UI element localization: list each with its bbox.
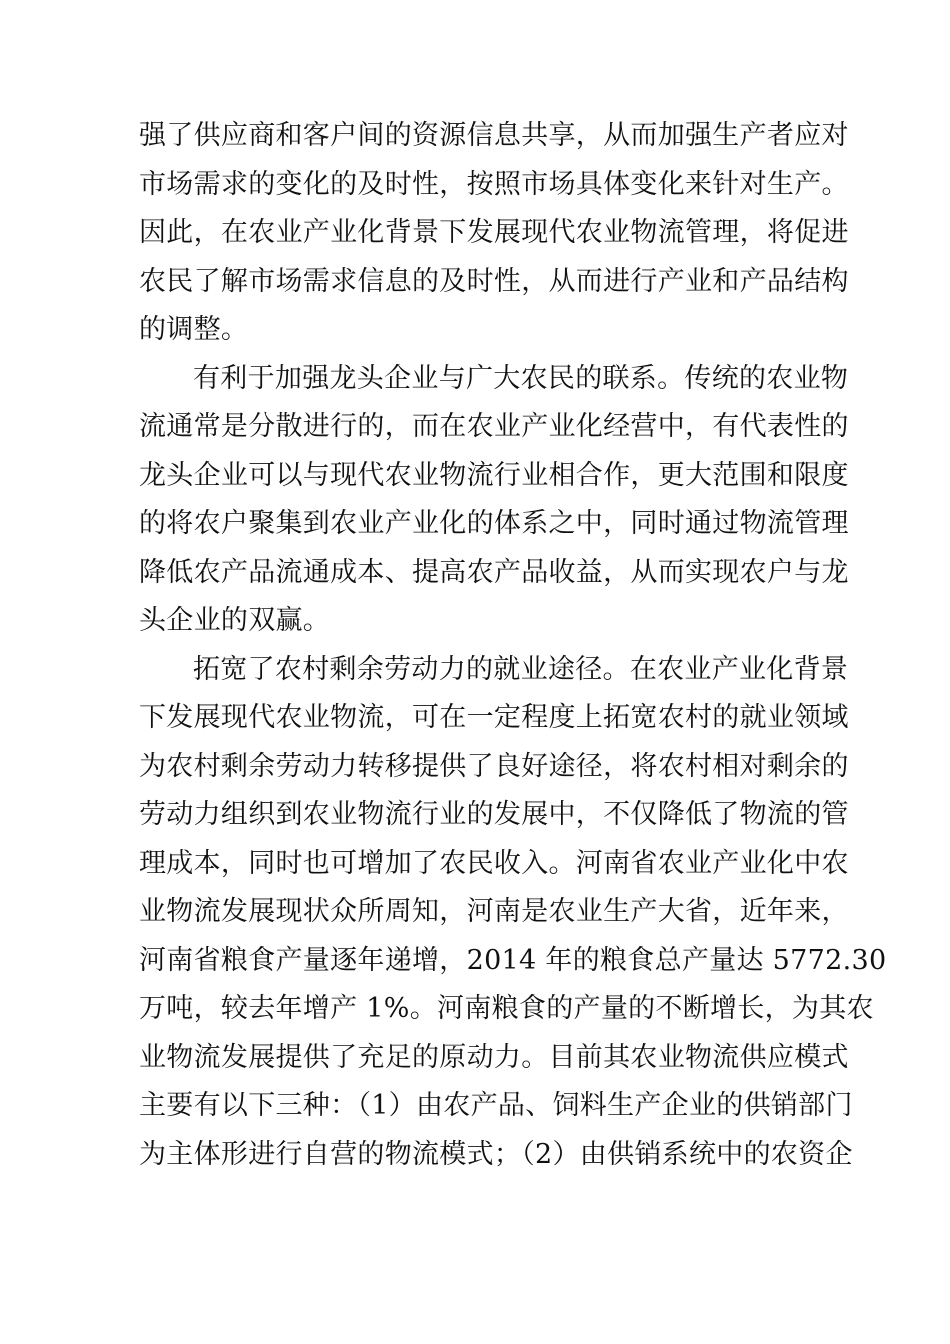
text-line-3: 因此，在农业产业化背景下发展现代农业物流管理，将促进 (139, 217, 849, 248)
text-line-11: 头企业的双赢。 (139, 605, 331, 636)
text-line-21: 主要有以下三种：（1）由农产品、饲料生产企业的供销部门 (139, 1090, 853, 1121)
text-line-5: 的调整。 (139, 314, 249, 345)
text-line-18: 河南省粮食产量逐年递增，2014 年的粮食总产量达 5772.30 (139, 944, 887, 976)
text-line-19: 万吨，较去年增产 1%。河南粮食的产量的不断增长，为其农 (139, 993, 874, 1024)
text-line-20: 业物流发展提供了充足的原动力。目前其农业物流供应模式 (139, 1041, 849, 1073)
text-line-8: 龙头企业可以与现代农业物流行业相合作，更大范围和限度 (139, 459, 849, 491)
text-line-12: 拓宽了农村剩余劳动力的就业途径。在农业产业化背景 (193, 653, 849, 685)
text-line-17: 业物流发展现状众所周知，河南是农业生产大省，近年来， (139, 896, 849, 927)
body-text (139, 112, 887, 1179)
text-line-6: 有利于加强龙头企业与广大农民的联系。传统的农业物 (193, 362, 849, 394)
text-line-7: 流通常是分散进行的，而在农业产业化经营中，有代表性的 (139, 411, 849, 442)
text-line-1: 强了供应商和客户间的资源信息共享，从而加强生产者应对 (139, 120, 849, 151)
text-line-22: 为主体形进行自营的物流模式；（2）由供销系统中的农资企 (139, 1138, 853, 1170)
text-line-10: 降低农产品流通成本、提高农产品收益，从而实现农户与龙 (139, 556, 849, 588)
text-line-13: 下发展现代农业物流，可在一定程度上拓宽农村的就业领域 (139, 702, 849, 733)
text-line-9: 的将农户聚集到农业产业化的体系之中，同时通过物流管理 (139, 508, 849, 539)
text-line-14: 为农村剩余劳动力转移提供了良好途径，将农村相对剩余的 (139, 750, 849, 782)
text-line-15: 劳动力组织到农业物流行业的发展中，不仅降低了物流的管 (139, 799, 849, 830)
text-line-16: 理成本，同时也可增加了农民收入。河南省农业产业化中农 (139, 847, 849, 879)
text-line-2: 市场需求的变化的及时性，按照市场具体变化来针对生产。 (139, 168, 849, 200)
text-line-4: 农民了解市场需求信息的及时性，从而进行产业和产品结构 (139, 265, 849, 297)
